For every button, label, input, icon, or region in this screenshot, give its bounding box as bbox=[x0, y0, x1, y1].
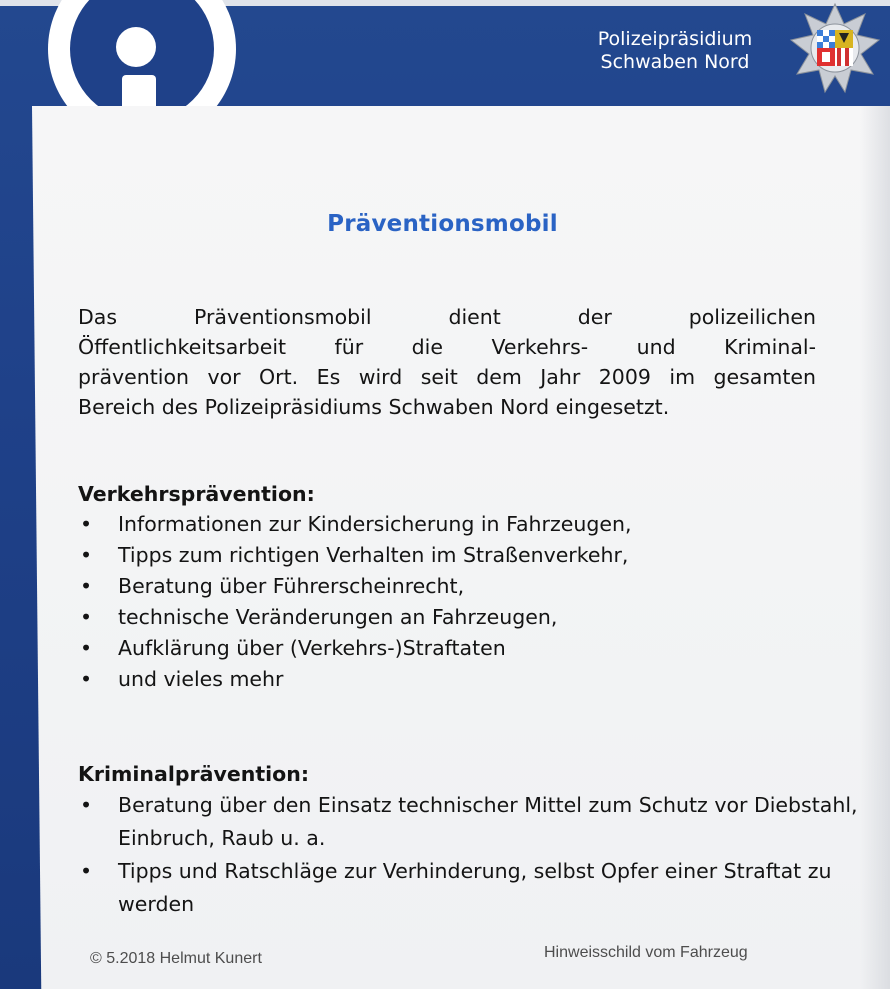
intro-line: Öffentlichkeitsarbeit für die Verkehrs- und Kriminal- bbox=[78, 335, 816, 359]
list-item bbox=[78, 789, 858, 855]
bullet-icon: • bbox=[80, 859, 93, 883]
bullet-icon: • bbox=[80, 793, 93, 817]
list-item-text: technische Veränderungen an Fahrzeugen, bbox=[118, 605, 558, 629]
list-item bbox=[78, 855, 858, 921]
bullet-icon: • bbox=[80, 605, 93, 629]
list-item bbox=[78, 540, 631, 571]
organization-name bbox=[560, 28, 790, 74]
list-item bbox=[78, 571, 631, 602]
page-title: Präventionsmobil bbox=[327, 211, 558, 237]
bullet-icon: • bbox=[80, 636, 93, 660]
list-item-text: Informationen zur Kindersicherung in Fahrzeugen, bbox=[118, 512, 632, 536]
bullet-icon: • bbox=[80, 667, 93, 691]
list-item-text: Tipps und Ratschläge zur Verhinderung, selbst Opfer einer Straftat zu werden bbox=[118, 859, 832, 916]
list-item-text: Aufklärung über (Verkehrs-)Straftaten bbox=[118, 636, 506, 660]
list-item bbox=[78, 633, 631, 664]
list-item-text: und vieles mehr bbox=[118, 667, 284, 691]
list-item-text: Tipps zum richtigen Verhalten im Straßenverkehr, bbox=[118, 543, 629, 567]
organization-name-line-1: Polizeipräsidium bbox=[597, 28, 753, 50]
verkehrspraevention-list bbox=[78, 509, 631, 695]
organization-name-line-2: Schwaben Nord bbox=[600, 51, 750, 73]
copyright-note: © 5.2018 Helmut Kunert bbox=[90, 950, 262, 967]
intro-line: prävention vor Ort. Es wird seit dem Jahr 2009 im gesamten bbox=[78, 365, 816, 389]
police-star-badge-icon bbox=[785, 2, 885, 94]
section-heading-verkehrspraevention: Verkehrsprävention: bbox=[78, 482, 315, 506]
bullet-icon: • bbox=[80, 512, 93, 536]
section-heading-kriminalpraevention: Kriminalprävention: bbox=[78, 762, 310, 786]
photo-caption: Hinweisschild vom Fahrzeug bbox=[544, 944, 748, 961]
intro-line: Bereich des Polizeipräsidiums Schwaben Nord eingesetzt. bbox=[78, 395, 670, 419]
kriminalpraevention-list bbox=[78, 789, 858, 921]
list-item bbox=[78, 509, 631, 540]
list-item-text: Beratung über Führerscheinrecht, bbox=[118, 574, 465, 598]
list-item-text: Beratung über den Einsatz technischer Mittel zum Schutz vor Diebstahl, Einbruch, Raub u. a. bbox=[118, 793, 858, 850]
bullet-icon: • bbox=[80, 543, 93, 567]
intro-paragraph bbox=[78, 302, 816, 422]
list-item bbox=[78, 602, 631, 633]
list-item bbox=[78, 664, 631, 695]
bullet-icon: • bbox=[80, 574, 93, 598]
intro-line: Das Präventionsmobil dient der polizeilichen bbox=[78, 305, 816, 329]
